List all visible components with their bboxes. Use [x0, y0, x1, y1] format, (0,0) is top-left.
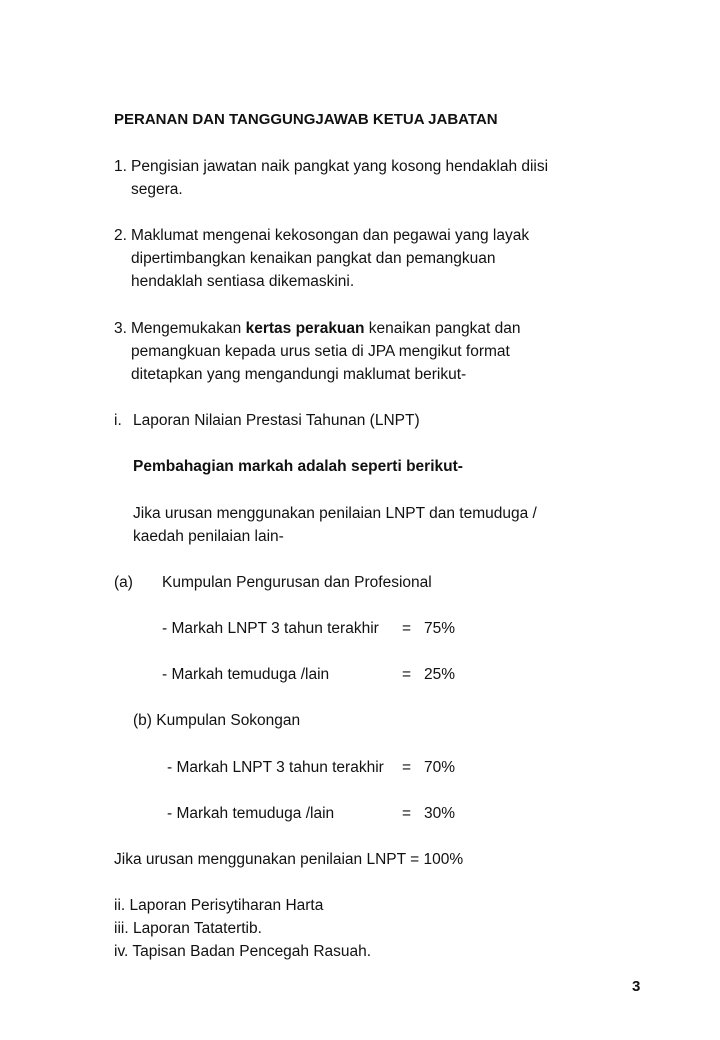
group-b-row-1-value: 70%: [424, 759, 456, 776]
group-a-row-1-value: 75%: [424, 620, 456, 637]
group-b-row-2-eq: =: [402, 805, 412, 822]
item-2-line-1: Maklumat mengenai kekosongan dan pegawai yang layak: [131, 227, 530, 244]
sub-iii-line: iii. Laporan Tatatertib.: [114, 920, 262, 937]
group-a-row-1-label: - Markah LNPT 3 tahun terakhir: [162, 620, 379, 637]
sub-i-text: Laporan Nilaian Prestasi Tahunan (LNPT): [133, 412, 420, 429]
group-a-row-2-label: - Markah temuduga /lain: [162, 666, 330, 683]
sub-iv-line: iv. Tapisan Badan Pencegah Rasuah.: [114, 943, 372, 960]
jika-line-2: kaedah penilaian lain-: [133, 528, 284, 545]
item-3-number: 3.: [114, 320, 127, 337]
group-b-row-1-eq: =: [402, 759, 412, 776]
lnpt-only-line: Jika urusan menggunakan penilaian LNPT = 100%: [114, 851, 464, 868]
pembahagian-heading: Pembahagian markah adalah seperti berikut-: [133, 458, 463, 475]
group-b-row-2-value: 30%: [424, 805, 456, 822]
sub-i-number: i.: [114, 412, 122, 429]
group-a-row-1-eq: =: [402, 620, 412, 637]
item-3-pre: Mengemukakan: [131, 320, 246, 337]
item-3-line-2: pemangkuan kepada urus setia di JPA mengikut format: [131, 343, 510, 360]
document-title: PERANAN DAN TANGGUNGJAWAB KETUA JABATAN: [114, 111, 498, 128]
item-1-number: 1.: [114, 158, 127, 175]
item-1-line-2: segera.: [131, 181, 183, 198]
item-1-line-1: Pengisian jawatan naik pangkat yang kosong hendaklah diisi: [131, 158, 549, 175]
item-3-post: kenaikan pangkat dan: [364, 320, 521, 337]
group-b-name: (b) Kumpulan Sokongan: [133, 712, 301, 729]
group-a-name: Kumpulan Pengurusan dan Profesional: [162, 574, 432, 591]
page-number: 3: [632, 978, 641, 995]
item-3-line-3: ditetapkan yang mengandungi maklumat berikut-: [131, 366, 467, 383]
group-b-row-2-label: - Markah temuduga /lain: [167, 805, 335, 822]
sub-ii-line: ii. Laporan Perisytiharan Harta: [114, 897, 324, 914]
group-a-row-2-value: 25%: [424, 666, 456, 683]
item-3-line-1: [131, 319, 520, 339]
jika-line-1: Jika urusan menggunakan penilaian LNPT dan temuduga /: [133, 505, 537, 522]
item-2-number: 2.: [114, 227, 127, 244]
group-a-label: (a): [114, 574, 133, 591]
group-a-row-2-eq: =: [402, 666, 412, 683]
item-2-line-3: hendaklah sentiasa dikemaskini.: [131, 273, 355, 290]
item-3-bold: kertas perakuan: [245, 320, 365, 337]
group-b-row-1-label: - Markah LNPT 3 tahun terakhir: [167, 759, 384, 776]
item-2-line-2: dipertimbangkan kenaikan pangkat dan pemangkuan: [131, 250, 496, 267]
